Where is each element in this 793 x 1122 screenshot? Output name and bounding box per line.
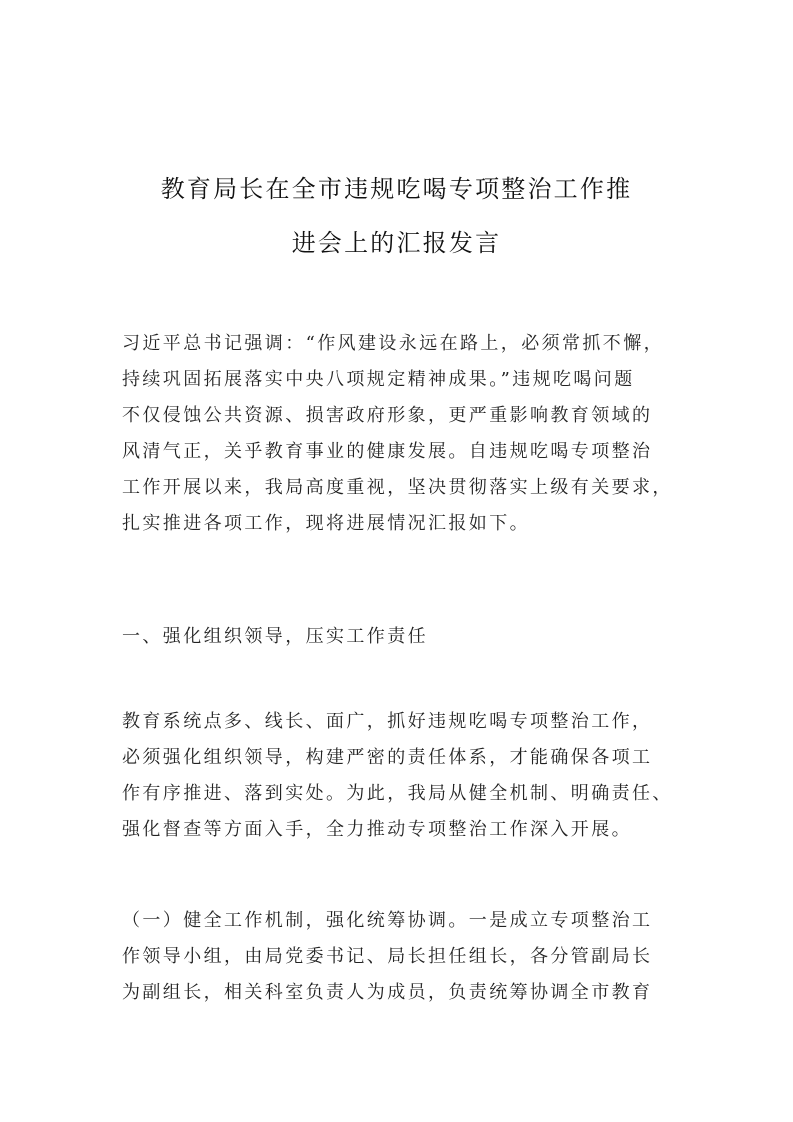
text-line: 扎实推进各项工作，现将进展情况汇报如下。 <box>122 513 530 534</box>
text-line: 工作开展以来，我局高度重视，坚决贯彻落实上级有关要求， <box>122 477 673 498</box>
title-line: 教育局长在全市违规吃喝专项整治工作推 <box>160 175 633 203</box>
text-line: 为副组长，相关科室负责人为成员，负责统筹协调全市教育 <box>122 982 653 1003</box>
title-line: 进会上的汇报发言 <box>291 229 502 257</box>
subsection-paragraph <box>122 903 674 1011</box>
section-heading <box>122 619 674 655</box>
intro-paragraph <box>122 326 674 542</box>
text-line: 作有序推进、落到实处。为此，我局从健全机制、明确责任、 <box>122 783 673 804</box>
heading-text: 一、强化组织领导，压实工作责任 <box>122 626 428 647</box>
text-line: 不仅侵蚀公共资源、损害政府形象，更严重影响教育领域的 <box>122 405 653 426</box>
text-line: 教育系统点多、线长、面广，抓好违规吃喝专项整治工作， <box>122 711 653 732</box>
body-paragraph <box>122 704 674 848</box>
text-line: 持续巩固拓展落实中央八项规定精神成果。”违规吃喝问题 <box>122 369 635 390</box>
text-line: 风清气正，关乎教育事业的健康发展。自违规吃喝专项整治 <box>122 441 653 462</box>
text-line: 必须强化组织领导，构建严密的责任体系，才能确保各项工 <box>122 747 653 768</box>
text-line: 强化督查等方面入手，全力推动专项整治工作深入开展。 <box>122 819 632 840</box>
document-title <box>120 162 673 270</box>
text-line: （一）健全工作机制，强化统筹协调。一是成立专项整治工 <box>122 910 653 931</box>
text-line: 习近平总书记强调：“作风建设永远在路上，必须常抓不懈， <box>122 333 664 354</box>
text-line: 作领导小组，由局党委书记、局长担任组长，各分管副局长 <box>122 946 653 967</box>
